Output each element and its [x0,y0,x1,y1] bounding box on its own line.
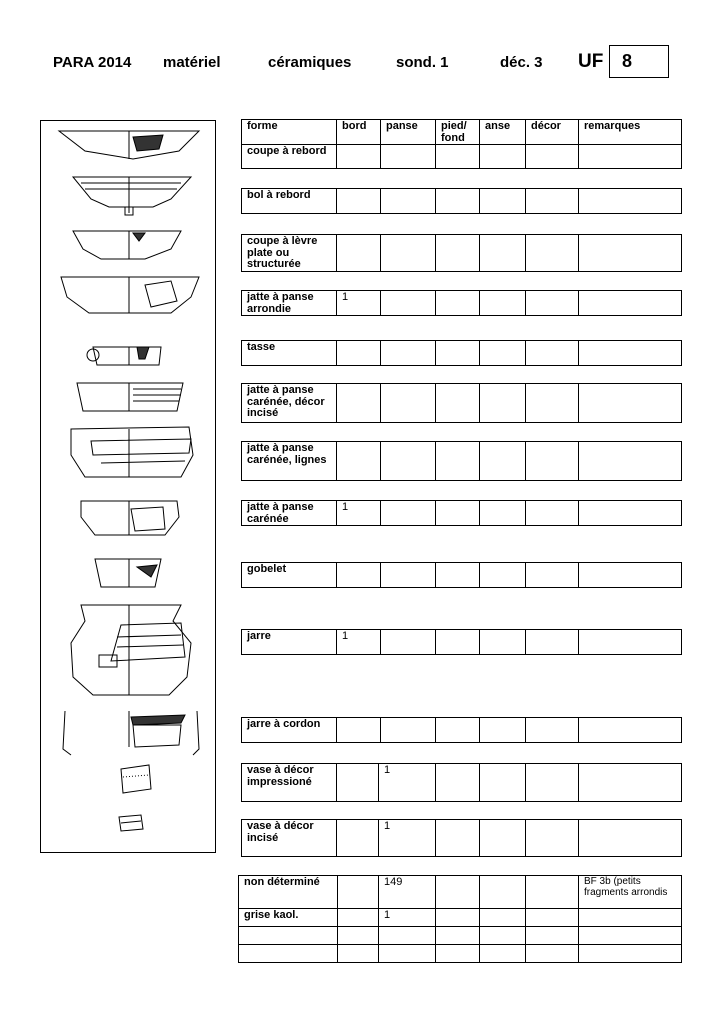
cell-remarques[interactable] [579,927,682,945]
ceramics-table-row-3 [241,290,682,316]
cell-bord[interactable] [337,820,379,857]
cell-remarques[interactable] [579,384,682,423]
cell-decor[interactable] [526,630,579,655]
row-forme: grise kaol. [239,909,338,927]
cell-remarques[interactable] [579,820,682,857]
row-forme [239,945,338,963]
cell-remarques[interactable] [579,764,682,802]
row-forme: tasse [242,341,337,366]
cell-panse[interactable] [381,501,436,526]
cell-remarques[interactable] [579,630,682,655]
cell-bord[interactable] [337,341,381,366]
cell-pied[interactable] [436,501,480,526]
cell-panse[interactable] [381,291,436,316]
row-forme: non déterminé [239,876,338,909]
cell-pied[interactable] [436,442,480,481]
row-forme: vase à décor incisé [242,820,337,857]
col-header-panse: panse [381,120,436,145]
cell-decor[interactable] [526,764,579,802]
cell-panse[interactable]: 1 [379,764,436,802]
col-header-pied-fond: pied/ fond [436,120,480,145]
cell-pied[interactable] [436,189,480,214]
row-forme: coupe à rebord [242,145,337,169]
sondage-label: sond. 1 [396,54,449,71]
ceramics-table-row-4 [241,340,682,366]
cell-decor[interactable] [526,341,579,366]
cell-decor[interactable] [526,291,579,316]
cell-anse[interactable] [480,630,526,655]
ceramics-label: céramiques [268,54,352,71]
cell-anse[interactable] [480,341,526,366]
ceramics-table-row-10 [241,717,682,743]
ceramics-table-row-11 [241,763,682,802]
pottery-drawings-panel [40,120,216,853]
cell-bord[interactable] [337,145,381,169]
cell-decor[interactable] [526,909,579,927]
cell-panse[interactable] [379,927,436,945]
cell-decor[interactable] [526,501,579,526]
cell-remarques[interactable] [579,235,682,272]
cell-bord[interactable] [337,235,381,272]
cell-anse[interactable] [480,384,526,423]
cell-panse[interactable] [379,945,436,963]
cell-panse[interactable] [381,630,436,655]
cell-decor[interactable] [526,145,579,169]
cell-pied[interactable] [436,820,480,857]
row-forme: jarre à cordon [242,718,337,743]
project-title: PARA 2014 [53,54,132,71]
row-forme: jarre [242,630,337,655]
vase-impressione-drawing [121,765,151,793]
ceramics-table-row-6 [241,441,682,481]
cell-pied[interactable] [436,718,480,743]
cell-pied[interactable] [436,876,480,909]
cell-bord[interactable] [338,909,379,927]
cell-remarques[interactable] [579,145,682,169]
row-forme: vase à décor impressioné [242,764,337,802]
cell-panse[interactable] [381,341,436,366]
cell-remarques[interactable] [579,909,682,927]
cell-panse[interactable] [381,442,436,481]
cell-anse[interactable] [480,764,526,802]
cell-panse[interactable]: 1 [379,820,436,857]
row-forme: bol à rebord [242,189,337,214]
jarre-cordon-drawing [63,711,199,755]
cell-pied[interactable] [436,927,480,945]
cell-remarques[interactable]: BF 3b (petits fragments arrondis [579,876,682,909]
cell-bord[interactable] [337,563,381,588]
bol-drawing [73,177,191,215]
coupe-levre-drawing [73,231,181,259]
cell-panse[interactable] [381,189,436,214]
material-label: matériel [163,54,221,71]
cell-bord[interactable]: 1 [337,630,381,655]
gobelet-drawing [95,559,161,587]
cell-anse[interactable] [480,945,526,963]
row-forme: jatte à panse arrondie [242,291,337,316]
cell-bord[interactable]: 1 [337,501,381,526]
cell-decor[interactable] [526,189,579,214]
cell-pied[interactable] [436,764,480,802]
cell-anse[interactable] [480,876,526,909]
cell-decor[interactable] [526,927,579,945]
cell-bord[interactable]: 1 [337,291,381,316]
col-header-forme: forme [242,120,337,145]
row-forme: coupe à lèvre plate ou structurée [242,235,337,272]
cell-decor[interactable] [526,563,579,588]
jatte-decor-incise-drawing [77,383,183,411]
col-header-bord: bord [337,120,381,145]
cell-pied[interactable] [436,563,480,588]
vase-incise-drawing [119,815,143,831]
cell-bord[interactable] [338,876,379,909]
cell-decor[interactable] [526,718,579,743]
ceramics-table-row-12 [241,819,682,857]
cell-anse[interactable] [480,291,526,316]
cell-pied[interactable] [436,145,480,169]
cell-bord[interactable] [337,189,381,214]
cell-remarques[interactable] [579,189,682,214]
cell-remarques[interactable] [579,341,682,366]
cell-remarques[interactable] [579,442,682,481]
uf-label: UF [578,51,604,72]
row-forme: jatte à panse carénée, décor incisé [242,384,337,423]
jarre-drawing [71,605,191,695]
cell-pied[interactable] [436,235,480,272]
cell-decor[interactable] [526,235,579,272]
cell-pied[interactable] [436,909,480,927]
cell-anse[interactable] [480,718,526,743]
col-header-anse: anse [480,120,526,145]
cell-anse[interactable] [480,442,526,481]
cell-decor[interactable] [526,820,579,857]
cell-bord[interactable] [338,927,379,945]
cell-remarques[interactable] [579,945,682,963]
cell-remarques[interactable] [579,563,682,588]
decapage-label: déc. 3 [500,54,543,71]
cell-anse[interactable] [480,563,526,588]
jatte-carenee-drawing [81,501,179,535]
row-forme [239,927,338,945]
ceramics-table-row-7 [241,500,682,526]
cell-decor[interactable] [526,384,579,423]
cell-anse[interactable] [480,820,526,857]
cell-panse[interactable] [381,384,436,423]
cell-anse[interactable] [480,235,526,272]
ceramics-table-other [238,875,682,963]
cell-remarques[interactable] [579,291,682,316]
cell-pied[interactable] [436,341,480,366]
cell-panse[interactable] [381,145,436,169]
cell-bord[interactable] [337,764,379,802]
ceramics-table-row-8 [241,562,682,588]
cell-decor[interactable] [526,876,579,909]
row-forme: jatte à panse carénée [242,501,337,526]
uf-value-field[interactable]: 8 [609,45,669,78]
cell-panse[interactable] [381,563,436,588]
col-header-decor: décor [526,120,579,145]
ceramics-table-row-2 [241,234,682,272]
ceramics-table-row-5 [241,383,682,423]
cell-remarques[interactable] [579,718,682,743]
ceramics-table-row-9 [241,629,682,655]
row-forme: jatte à panse carénée, lignes [242,442,337,481]
cell-pied[interactable] [436,945,480,963]
cell-panse[interactable]: 1 [379,909,436,927]
col-header-remarques: remarques [579,120,682,145]
ceramics-table-row-1 [241,188,682,214]
cell-bord[interactable] [337,384,381,423]
jatte-lignes-drawing [71,427,193,477]
cell-pied[interactable] [436,384,480,423]
cell-decor[interactable] [526,442,579,481]
cell-anse[interactable] [480,927,526,945]
cell-anse[interactable] [480,189,526,214]
cell-bord[interactable] [338,945,379,963]
coupe-drawing [59,131,199,159]
cell-bord[interactable] [337,442,381,481]
cell-remarques[interactable] [579,501,682,526]
row-forme: gobelet [242,563,337,588]
cell-anse[interactable] [480,501,526,526]
cell-anse[interactable] [480,145,526,169]
cell-panse[interactable] [381,235,436,272]
tasse-drawing [87,347,161,365]
ceramics-table-row-0 [241,119,682,169]
cell-decor[interactable] [526,945,579,963]
cell-panse[interactable] [381,718,436,743]
jatte-arrondie-drawing [61,277,199,313]
cell-anse[interactable] [480,909,526,927]
cell-bord[interactable] [337,718,381,743]
cell-pied[interactable] [436,630,480,655]
cell-panse[interactable]: 149 [379,876,436,909]
cell-pied[interactable] [436,291,480,316]
